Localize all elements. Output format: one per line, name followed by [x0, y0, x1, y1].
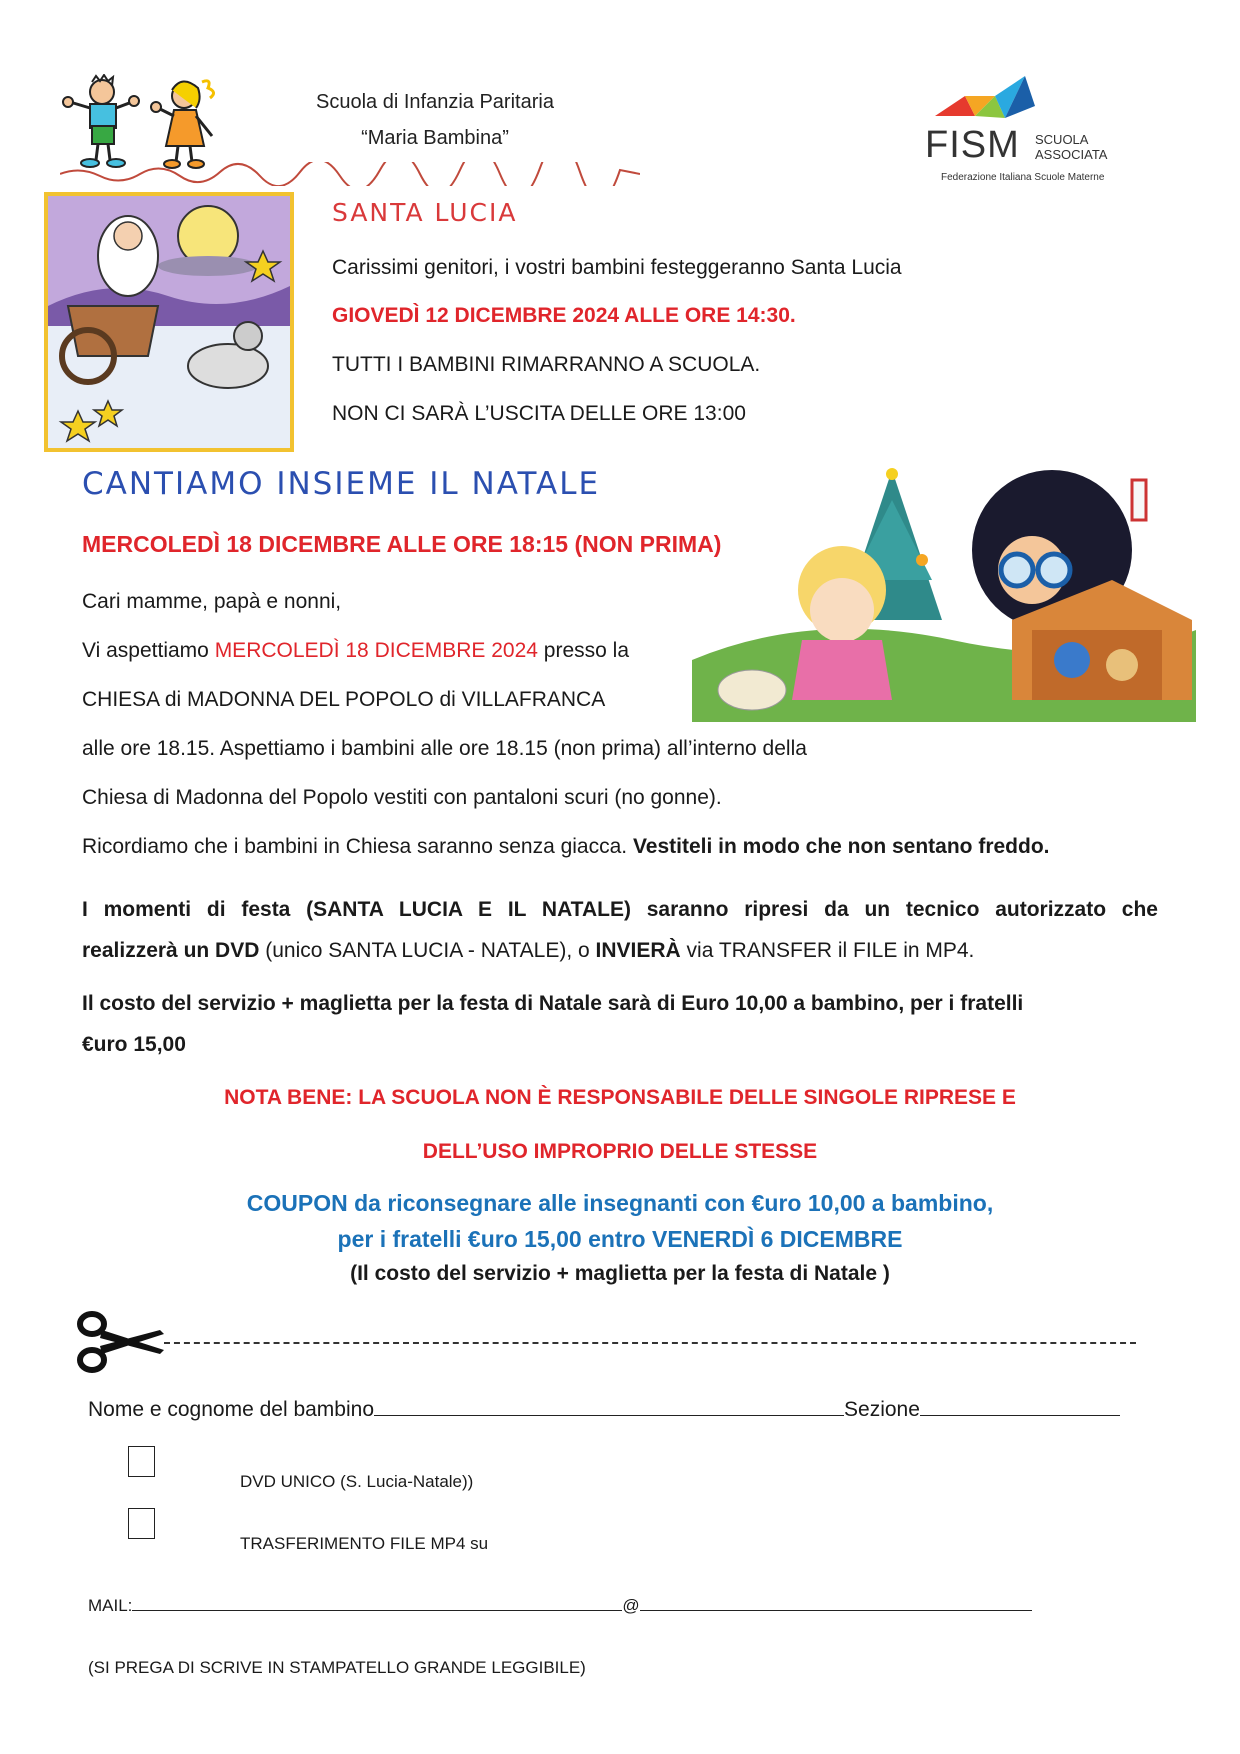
- cost-line-1: Il costo del servizio + maglietta per la festa di Natale sarà di Euro 10,00 a bambino, per i fratelli: [82, 992, 1024, 1015]
- video-l2-d: via TRANSFER il FILE in MP4.: [680, 939, 975, 962]
- kids-logo: [62, 74, 232, 170]
- nativity-illustration: [692, 460, 1196, 722]
- fism-main-text: FISM: [925, 124, 1020, 166]
- santa-lucia-intro: Carissimi genitori, i vostri bambini festeggeranno Santa Lucia: [332, 256, 902, 279]
- natale-title: CANTIAMO INSIEME IL NATALE: [82, 466, 601, 502]
- section-label: Sezione: [844, 1398, 920, 1421]
- school-name: [290, 84, 580, 156]
- mail-row: [88, 1596, 1032, 1616]
- coupon-line-2: per i fratelli €uro 15,00 entro VENERDÌ 6 DICEMBRE: [337, 1226, 903, 1252]
- fism-side-1: SCUOLA: [1035, 132, 1089, 147]
- nota-line-2: DELL’USO IMPROPRIO DELLE STESSE: [422, 1140, 818, 1163]
- video-l2-a: realizzerà un DVD: [82, 939, 260, 962]
- natale-greeting: Cari mamme, papà e nonni,: [82, 590, 342, 613]
- natale-paragraph-5: [82, 835, 1050, 859]
- header-wavy-line: [60, 162, 640, 186]
- santa-lucia-illustration: [44, 192, 294, 452]
- natale-paragraph-3: alle ore 18.15. Aspettiamo i bambini alle ore 18.15 (non prima) all’interno della: [82, 737, 807, 760]
- child-name-field[interactable]: [374, 1398, 844, 1416]
- natale-p5-b: Vestiteli in modo che non sentano freddo.: [632, 835, 1050, 858]
- nota-line-1: NOTA BENE: LA SCUOLA NON È RESPONSABILE DELLE SINGOLE RIPRESE E: [224, 1086, 1016, 1109]
- dvd-option-label: DVD UNICO (S. Lucia-Natale)): [240, 1472, 474, 1491]
- santa-lucia-title: SANTA LUCIA: [332, 198, 518, 227]
- mail-domain-field[interactable]: [640, 1596, 1032, 1611]
- coupon-line-1: COUPON da riconsegnare alle insegnanti con €uro 10,00 a bambino,: [246, 1190, 994, 1216]
- child-name-row: [88, 1398, 1120, 1422]
- fism-subtitle: Federazione Italiana Scuole Materne: [941, 172, 1105, 183]
- natale-date: MERCOLEDÌ 18 DICEMBRE ALLE ORE 18:15 (NON PRIMA): [82, 531, 722, 557]
- fism-logo: [925, 76, 1125, 186]
- cost-line-2: €uro 15,00: [82, 1033, 186, 1056]
- natale-paragraph-2: CHIESA di MADONNA DEL POPOLO di VILLAFRANCA: [82, 688, 606, 711]
- mp4-option-label: TRASFERIMENTO FILE MP4 su: [240, 1534, 489, 1553]
- natale-p1-c: presso la: [537, 639, 630, 662]
- natale-paragraph-1: [82, 639, 629, 663]
- child-name-label: Nome e cognome del bambino: [88, 1398, 375, 1421]
- natale-p1-a: Vi aspettiamo: [82, 639, 215, 662]
- video-line-1: I momenti di festa (SANTA LUCIA E IL NATALE) saranno ripresi da un tecnico autorizzato che: [82, 898, 1158, 921]
- mail-label: MAIL:: [88, 1596, 133, 1615]
- video-line-2: [82, 939, 974, 963]
- fism-side-2: ASSOCIATA: [1035, 147, 1108, 162]
- school-line-1: Scuola di Infanzia Paritaria: [316, 91, 554, 113]
- cut-dashed-line: [164, 1342, 1136, 1344]
- santa-lucia-line-1: TUTTI I BAMBINI RIMARRANNO A SCUOLA.: [332, 353, 761, 376]
- natale-p5-a: Ricordiamo che i bambini in Chiesa saranno senza giacca.: [82, 835, 633, 858]
- video-l2-c: INVIERÀ: [595, 939, 681, 962]
- santa-lucia-date: GIOVEDÌ 12 DICEMBRE 2024 ALLE ORE 14:30.: [332, 304, 796, 327]
- mail-user-field[interactable]: [132, 1596, 622, 1611]
- school-line-2: “Maria Bambina”: [361, 127, 509, 149]
- mp4-checkbox[interactable]: [128, 1508, 155, 1539]
- santa-lucia-line-2: NON CI SARÀ L’USCITA DELLE ORE 13:00: [332, 402, 746, 425]
- natale-p1-b: MERCOLEDÌ 18 DICEMBRE 2024: [214, 639, 538, 662]
- section-field[interactable]: [920, 1398, 1120, 1416]
- natale-paragraph-4: Chiesa di Madonna del Popolo vestiti con pantaloni scuri (no gonne).: [82, 786, 722, 809]
- form-note: (SI PREGA DI SCRIVE IN STAMPATELLO GRANDE LEGGIBILE): [88, 1658, 586, 1677]
- scissors-icon: [76, 1310, 166, 1374]
- mail-at-sign: @: [622, 1596, 640, 1615]
- video-l2-b: (unico SANTA LUCIA - NATALE), o: [259, 939, 596, 962]
- coupon-line-3: (Il costo del servizio + maglietta per la festa di Natale ): [350, 1262, 890, 1285]
- dvd-checkbox[interactable]: [128, 1446, 155, 1477]
